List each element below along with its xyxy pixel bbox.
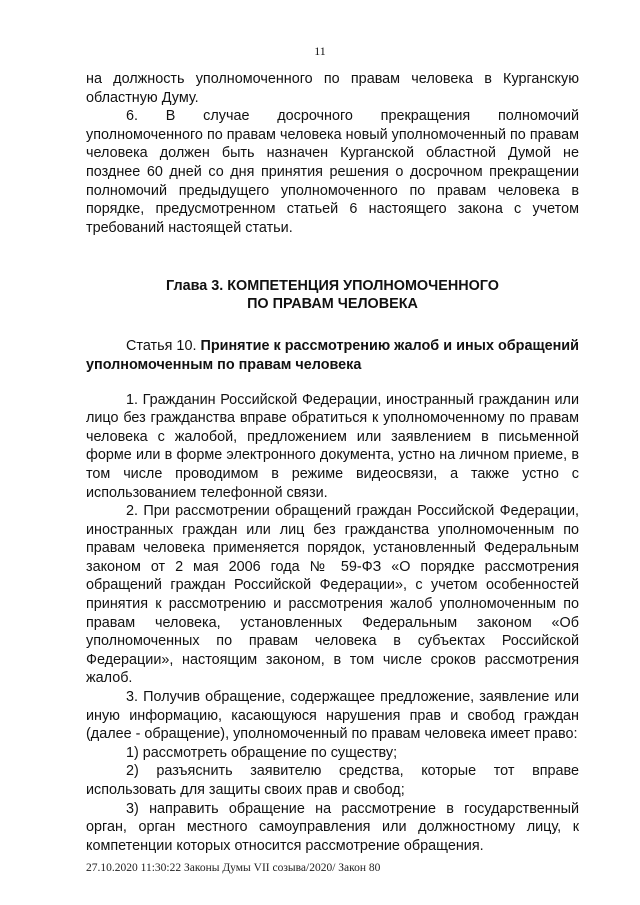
clause-1: 1. Гражданин Российской Федерации, иностранный гражданин или лицо без гражданства вправе обратиться к уполномоченному по правам человека с жалобой, предложением или заявлением в письменной форме или в форме электронного документа, устно на личном приеме, в том числе проводимом в режиме видеосвязи, а также устно с использованием телефонной связи. <box>86 391 579 501</box>
clause-2: 2. При рассмотрении обращений граждан Российской Федерации, иностранных граждан или лиц без гражданства уполномоченным по правам человека применяется порядок, установленный Федеральным законом от 2 мая 2006 года № 59-ФЗ «О порядке рассмотрения обращений граждан Российской Федерации», с учетом особенностей принятия к рассмотрению и рассмотрения жалоб уполномоченным по правам человека, установленных Федеральным законом «Об уполномоченных по правам человека в субъектах Российской Федерации», настоящим законом, в том числе сроков рассмотрения жалоб. <box>86 503 579 687</box>
paragraph-6: 6. В случае досрочного прекращения полномочий уполномоченного по правам человека новый уполномоченный по правам человека должен быть назначен Курганской областной Думой не позднее 60 дней со дня принятия решения о досрочном прекращении полномочий предыдущего уполномоченного по правам человека в порядке, предусмотренном статьей 6 настоящего закона с учетом требований настоящей статьи. <box>86 108 579 236</box>
chapter-title-line-1: Глава 3. КОМПЕТЕНЦИЯ УПОЛНОМОЧЕННОГО <box>166 278 499 295</box>
article-heading <box>86 337 579 374</box>
clause-3-item-2: 2) разъяснить заявителю средства, которые тот вправе использовать для защиты своих прав и свобод; <box>86 763 579 798</box>
article-number: Статья 10. <box>126 338 197 355</box>
chapter-title-line-2: ПО ПРАВАМ ЧЕЛОВЕКА <box>247 296 418 313</box>
document-body <box>86 70 579 855</box>
clause-3-item-3: 3) направить обращение на рассмотрение в государственный орган, орган местного самоуправления или должностному лицу, к компетенции которых относится рассмотрение обращения. <box>86 800 579 854</box>
clause-3: 3. Получив обращение, содержащее предложение, заявление или иную информацию, касающуюся нарушения прав и свобод граждан (далее - обращение), уполномоченный по правам человека имеет право: <box>86 689 579 743</box>
document-footer: 27.10.2020 11:30:22 Законы Думы VII созыва/2020/ Закон 80 <box>86 862 381 874</box>
page-number: 11 <box>314 44 326 58</box>
article-title: Принятие к рассмотрению жалоб и иных обращений уполномоченным по правам человека <box>86 338 579 373</box>
continued-paragraph: на должность уполномоченного по правам человека в Курганскую областную Думу. <box>86 71 579 106</box>
chapter-heading <box>86 277 579 313</box>
clause-3-item-1: 1) рассмотреть обращение по существу; <box>126 744 398 761</box>
